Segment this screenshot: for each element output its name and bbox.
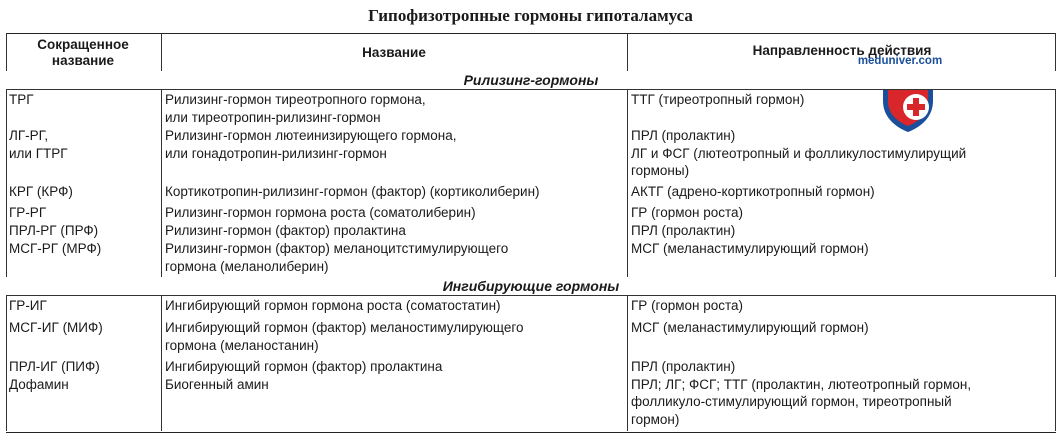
header-abbreviation: Сокращенное название (37, 37, 129, 68)
section-heading-inhibiting: Ингибирующие гормоны (6, 277, 1056, 295)
column-divider-1 (161, 33, 162, 431)
cell-name: Рилизинг-гормон гормона роста (соматолиберин) (165, 205, 476, 220)
cell-name: Кортикотропин-рилизинг-гормон (фактор) (кортиколиберин) (165, 184, 540, 199)
page-title: Гипофизотропные гормоны гипоталамуса (368, 6, 693, 25)
cell-name: Рилизинг-гормон (фактор) меланоцитстимулирующего гормона (меланолиберин) (165, 241, 509, 274)
table-border-right (1055, 33, 1056, 431)
table-border-left (6, 33, 7, 431)
cell-action: ТТГ (тиреотропный гормон) (631, 92, 805, 107)
watermark-text: meduniver.com (857, 55, 943, 67)
cell-action: ПРЛ (пролактин) ЛГ и ФСГ (лютеотропный и фолликулостимулирущий гормоны) (631, 128, 967, 178)
cell-abbreviation: ГР-РГ (9, 205, 47, 220)
cell-action: АКТГ (адрено-кортикотропный гормон) (631, 184, 875, 199)
cell-name: Ингибирующий гормон гормона роста (соматостатин) (165, 298, 501, 313)
cell-abbreviation: МСГ-ИГ (МИФ) (9, 320, 103, 335)
cell-abbreviation: ГР-ИГ (9, 298, 47, 313)
cell-abbreviation: ЛГ-РГ, или ГТРГ (9, 128, 68, 161)
cell-abbreviation: МСГ-РГ (МРФ) (9, 241, 102, 256)
cell-name: Ингибирующий гормон (фактор) пролактина Биогенный амин (165, 359, 443, 392)
cell-name: Рилизинг-гормон (фактор) пролактина (165, 223, 406, 238)
cell-name: Ингибирующий гормон (фактор) меланостимулирующего гормона (меланостанин) (165, 320, 524, 353)
cell-abbreviation: ТРГ (9, 92, 34, 107)
cell-name: Рилизинг-гормон лютеинизирующего гормона, или гонадотропин-рилизинг-гормон (165, 128, 457, 161)
cell-name: Рилизинг-гормон тиреотропного гормона, или тиреотропин-рилизинг-гормон (165, 92, 426, 125)
section-divider (6, 295, 1056, 296)
header-action: Направленность действия (752, 43, 932, 58)
header-name: Название (362, 45, 426, 60)
cell-action: ПРЛ (пролактин) (631, 223, 736, 238)
cell-abbreviation: ПРЛ-ИГ (ПИФ) Дофамин (9, 359, 100, 392)
section-divider (6, 89, 1056, 90)
cell-abbreviation: КРГ (КРФ) (9, 184, 73, 199)
cell-action: МСГ (меланастимулирующий гормон) (631, 320, 869, 335)
cell-abbreviation: ПРЛ-РГ (ПРФ) (9, 223, 99, 238)
column-divider-2 (627, 33, 628, 431)
cell-action: ГР (гормон роста) (631, 298, 744, 313)
cell-action: ГР (гормон роста) (631, 205, 744, 220)
cell-action: ПРЛ (пролактин) ПРЛ; ЛГ; ФСГ; ТТГ (пролактин, лютеотропный гормон, фолликуло-стимулирующий гормон, тиреотропный гормон) (631, 359, 972, 427)
cell-action: МСГ (меланастимулирующий гормон) (631, 241, 869, 256)
section-heading-releasing: Рилизинг-гормоны (6, 71, 1056, 89)
